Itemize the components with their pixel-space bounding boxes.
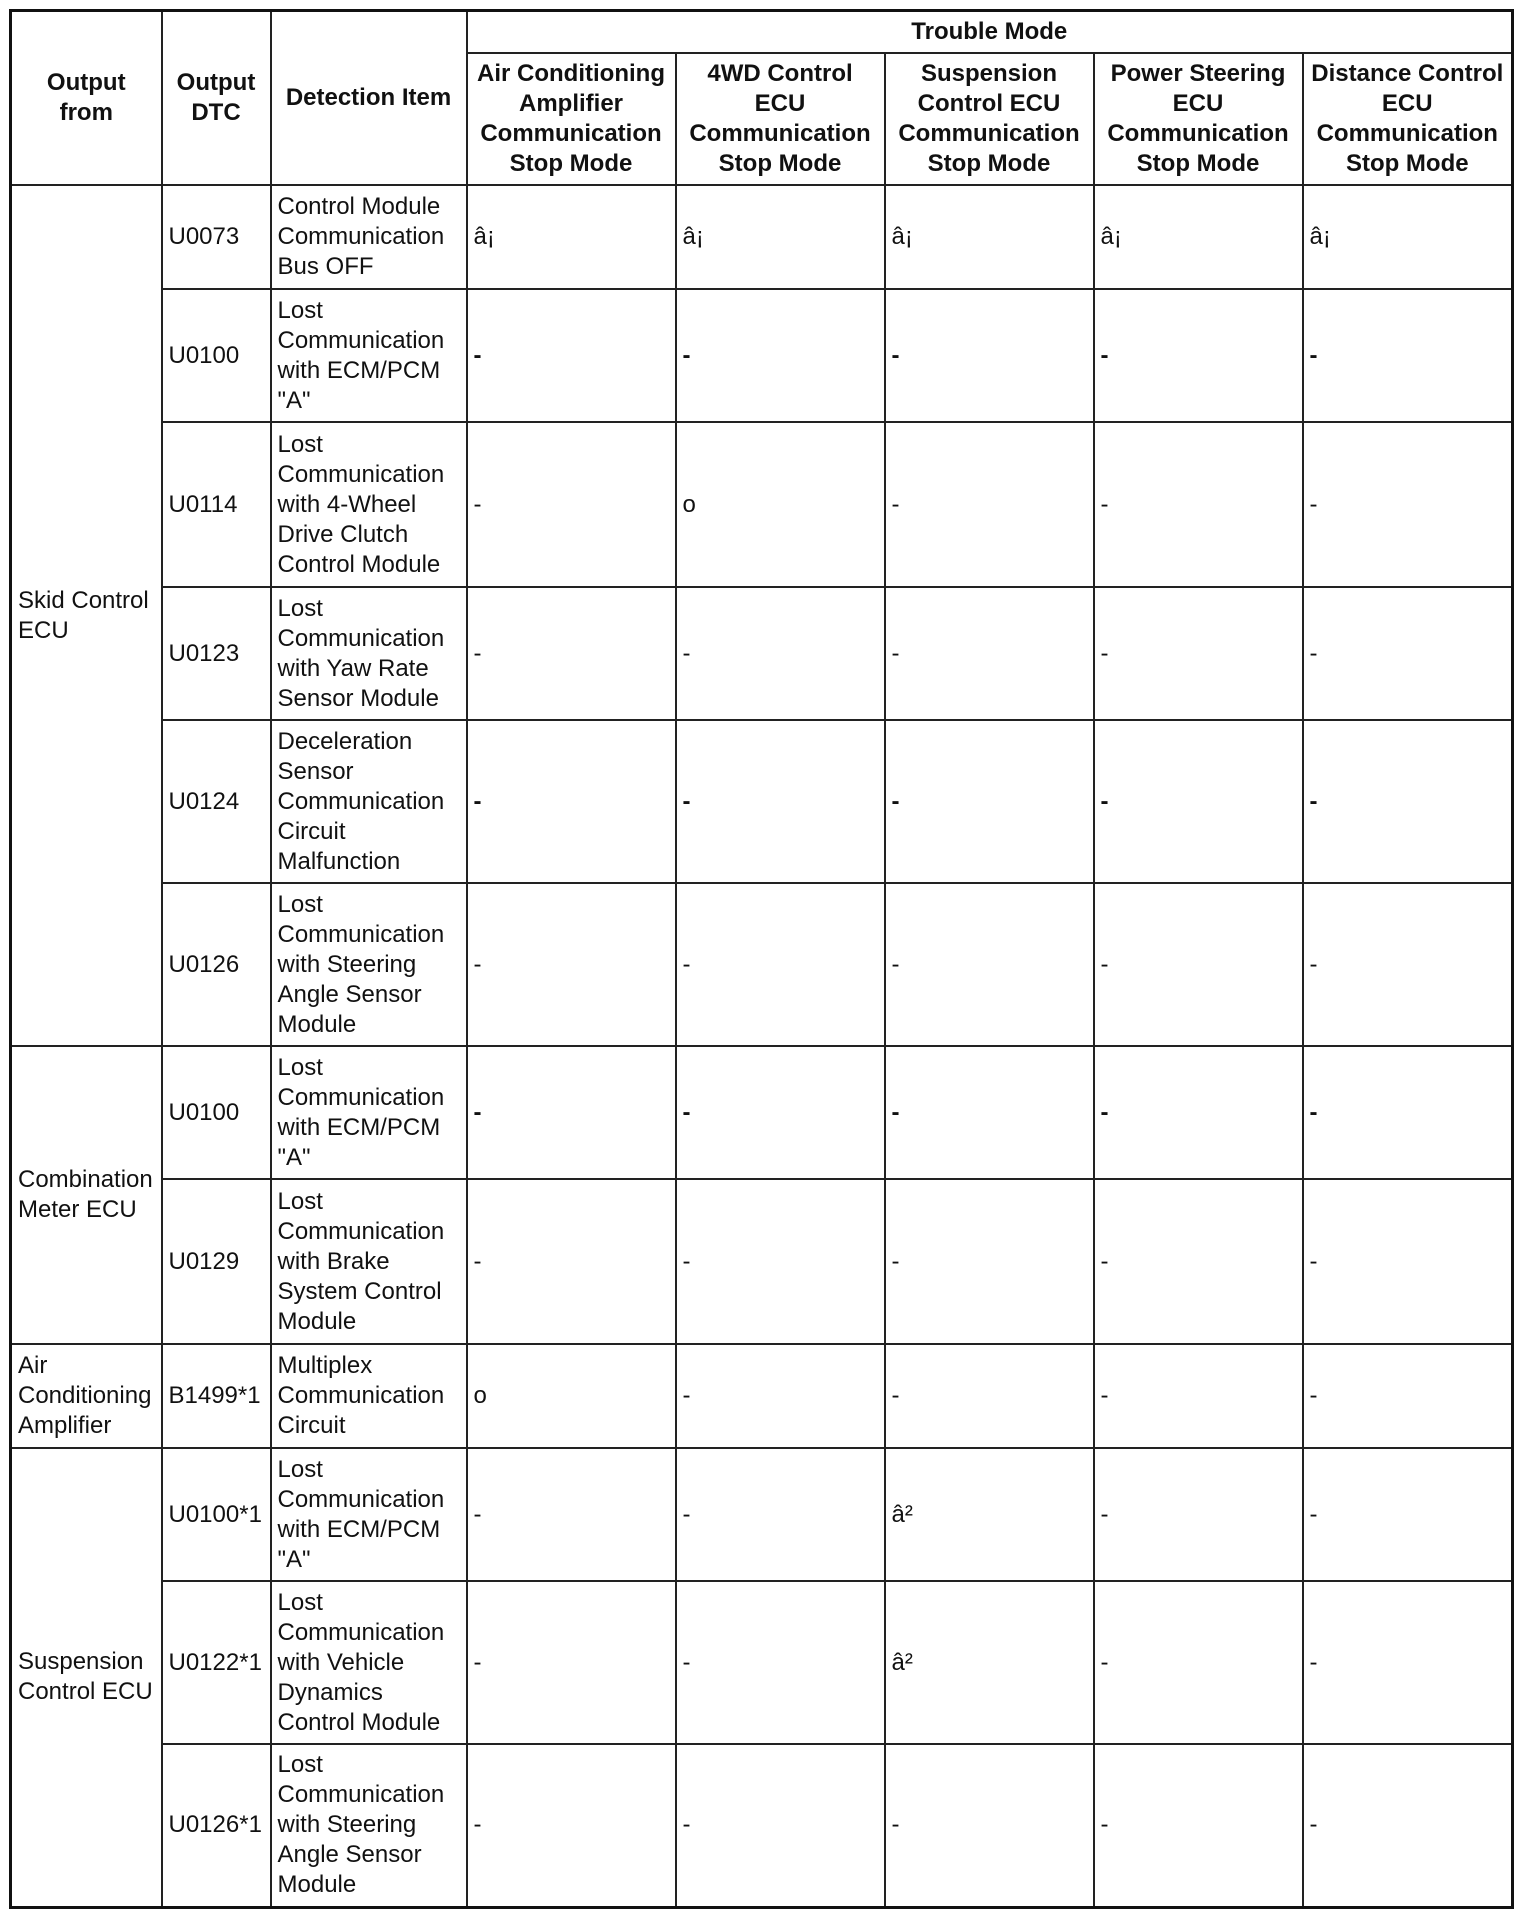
mark-cell: - — [467, 720, 676, 883]
mark-cell: â¡ — [885, 185, 1094, 289]
mark-cell: - — [885, 883, 1094, 1046]
dtc-trouble-mode-table — [9, 9, 1514, 1909]
header-trouble-mode: Trouble Mode — [467, 11, 1513, 54]
dtc-cell: U0129 — [162, 1179, 271, 1344]
header-mode-suspension-ecu: Suspension Control ECU Communication Stop Mode — [885, 53, 1094, 185]
output-from-cell: Skid Control ECU — [11, 185, 162, 1046]
mark-cell: - — [676, 289, 885, 422]
mark-cell: - — [467, 587, 676, 720]
mark-cell: - — [676, 1744, 885, 1907]
detection-item-cell: Lost Communication with ECM/PCM "A" — [271, 1046, 467, 1179]
mark-cell: - — [467, 1179, 676, 1344]
dtc-cell: U0126 — [162, 883, 271, 1046]
table-row — [11, 1581, 1513, 1744]
mark-cell: - — [467, 289, 676, 422]
detection-item-cell: Lost Communication with ECM/PCM "A" — [271, 1448, 467, 1581]
mark-cell: - — [1303, 883, 1513, 1046]
mark-cell: - — [885, 422, 1094, 587]
mark-cell: - — [1303, 720, 1513, 883]
dtc-cell: U0073 — [162, 185, 271, 289]
table-row — [11, 720, 1513, 883]
header-detection-item: Detection Item — [271, 11, 467, 186]
detection-item-cell: Lost Communication with Steering Angle Sensor Module — [271, 883, 467, 1046]
detection-item-cell: Deceleration Sensor Communication Circuit Malfunction — [271, 720, 467, 883]
mark-cell: - — [676, 1046, 885, 1179]
dtc-table-container — [9, 9, 1511, 1909]
mark-cell: - — [676, 1448, 885, 1581]
table-row — [11, 289, 1513, 422]
header-output-dtc: Output DTC — [162, 11, 271, 186]
dtc-cell: U0100*1 — [162, 1448, 271, 1581]
mark-cell: - — [676, 1179, 885, 1344]
mark-cell: - — [676, 720, 885, 883]
mark-cell: o — [676, 422, 885, 587]
table-row — [11, 422, 1513, 587]
mark-cell: - — [1303, 1179, 1513, 1344]
output-from-cell: Suspension Control ECU — [11, 1448, 162, 1907]
header-mode-distance-control-ecu: Distance Control ECU Communication Stop Mode — [1303, 53, 1513, 185]
mark-cell: - — [885, 289, 1094, 422]
mark-cell: - — [1303, 1581, 1513, 1744]
dtc-cell: U0122*1 — [162, 1581, 271, 1744]
mark-cell: - — [676, 587, 885, 720]
mark-cell: â¡ — [1094, 185, 1303, 289]
mark-cell: â¡ — [467, 185, 676, 289]
detection-item-cell: Lost Communication with Steering Angle Sensor Module — [271, 1744, 467, 1907]
detection-item-cell: Multiplex Communication Circuit — [271, 1344, 467, 1448]
mark-cell: - — [1094, 1046, 1303, 1179]
mark-cell: - — [885, 1744, 1094, 1907]
mark-cell: â² — [885, 1581, 1094, 1744]
mark-cell: - — [1303, 1344, 1513, 1448]
mark-cell: - — [1303, 1744, 1513, 1907]
mark-cell: - — [1094, 1179, 1303, 1344]
detection-item-cell: Lost Communication with 4-Wheel Drive Clutch Control Module — [271, 422, 467, 587]
dtc-cell: U0123 — [162, 587, 271, 720]
mark-cell: - — [1303, 422, 1513, 587]
mark-cell: - — [676, 883, 885, 1046]
detection-item-cell: Lost Communication with ECM/PCM "A" — [271, 289, 467, 422]
output-from-cell: Combination Meter ECU — [11, 1046, 162, 1344]
mark-cell: - — [1094, 422, 1303, 587]
dtc-cell: U0100 — [162, 1046, 271, 1179]
mark-cell: - — [1094, 1448, 1303, 1581]
header-mode-4wd-ecu: 4WD Control ECU Communication Stop Mode — [676, 53, 885, 185]
mark-cell: - — [1094, 1344, 1303, 1448]
mark-cell: - — [1094, 720, 1303, 883]
mark-cell: - — [1094, 1744, 1303, 1907]
mark-cell: - — [467, 1448, 676, 1581]
mark-cell: - — [1303, 587, 1513, 720]
mark-cell: - — [885, 587, 1094, 720]
mark-cell: - — [1094, 289, 1303, 422]
table-row — [11, 1344, 1513, 1448]
table-row — [11, 185, 1513, 289]
mark-cell: â² — [885, 1448, 1094, 1581]
table-row — [11, 1179, 1513, 1344]
mark-cell: - — [1303, 1448, 1513, 1581]
mark-cell: - — [885, 1179, 1094, 1344]
mark-cell: - — [1094, 1581, 1303, 1744]
detection-item-cell: Lost Communication with Brake System Control Module — [271, 1179, 467, 1344]
mark-cell: - — [1303, 1046, 1513, 1179]
dtc-cell: B1499*1 — [162, 1344, 271, 1448]
mark-cell: - — [1094, 883, 1303, 1046]
mark-cell: - — [885, 1344, 1094, 1448]
mark-cell: - — [676, 1581, 885, 1744]
mark-cell: - — [1303, 289, 1513, 422]
mark-cell: â¡ — [676, 185, 885, 289]
dtc-cell: U0100 — [162, 289, 271, 422]
mark-cell: â¡ — [1303, 185, 1513, 289]
table-row — [11, 1046, 1513, 1179]
mark-cell: - — [885, 720, 1094, 883]
mark-cell: - — [1094, 587, 1303, 720]
dtc-cell: U0126*1 — [162, 1744, 271, 1907]
mark-cell: - — [467, 1046, 676, 1179]
table-row — [11, 1744, 1513, 1907]
table-row — [11, 1448, 1513, 1581]
header-mode-ac-amplifier: Air Conditioning Amplifier Communication Stop Mode — [467, 53, 676, 185]
header-output-from: Output from — [11, 11, 162, 186]
dtc-cell: U0124 — [162, 720, 271, 883]
mark-cell: - — [676, 1344, 885, 1448]
detection-item-cell: Lost Communication with Yaw Rate Sensor Module — [271, 587, 467, 720]
mark-cell: - — [467, 422, 676, 587]
table-row — [11, 587, 1513, 720]
mark-cell: o — [467, 1344, 676, 1448]
header-mode-power-steering-ecu: Power Steering ECU Communication Stop Mode — [1094, 53, 1303, 185]
mark-cell: - — [467, 883, 676, 1046]
mark-cell: - — [467, 1581, 676, 1744]
dtc-cell: U0114 — [162, 422, 271, 587]
detection-item-cell: Control Module Communication Bus OFF — [271, 185, 467, 289]
detection-item-cell: Lost Communication with Vehicle Dynamics Control Module — [271, 1581, 467, 1744]
mark-cell: - — [467, 1744, 676, 1907]
output-from-cell: Air Conditioning Amplifier — [11, 1344, 162, 1448]
mark-cell: - — [885, 1046, 1094, 1179]
table-row — [11, 883, 1513, 1046]
